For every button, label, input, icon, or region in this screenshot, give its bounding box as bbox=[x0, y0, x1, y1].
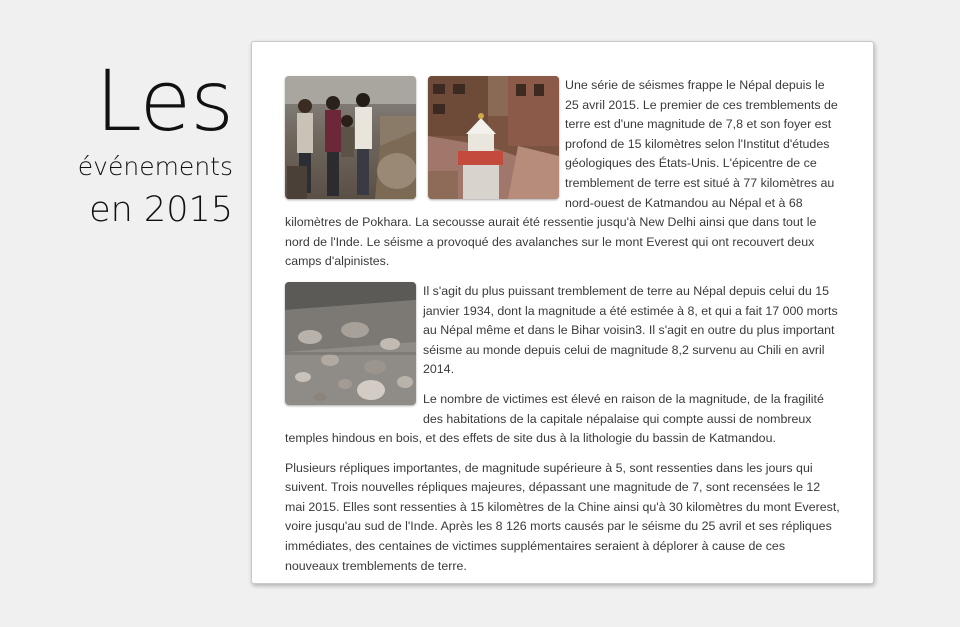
page-title-line1: Les bbox=[95, 52, 233, 151]
page-title-line2: événements bbox=[77, 152, 233, 182]
article-card bbox=[251, 41, 874, 584]
article-paragraph: Il s'agit du plus puissant tremblement de terre au Népal depuis celui du 15 janvier 1934, dont la magnitude a été estimée à 8, et qui a fait 17 000 morts au Népal même et dans le Bihar voisin3. Il s'agit en outre du plus important séisme au monde depuis celui de magnitude 8,2 survenu au Chili en avril 2014. bbox=[423, 283, 838, 377]
article-body bbox=[285, 76, 841, 576]
article-paragraph: Le nombre de victimes est élevé en raison de la magnitude, de la fragilité des habitations de la capitale népalaise qui compte aussi de nombreux temples hindous en bois, et des effets de site dus à la lithologie du bassin de Katmandou. bbox=[285, 391, 824, 446]
page-title-line3: en 2015 bbox=[89, 189, 233, 230]
rockslide-rubble-photo bbox=[285, 282, 416, 405]
page-title bbox=[77, 52, 233, 230]
collapsed-temple-photo bbox=[428, 76, 559, 199]
earthquake-rescue-photo bbox=[285, 76, 416, 199]
article-paragraph: Plusieurs répliques importantes, de magnitude supérieure à 5, sont ressenties dans les jours qui suivent. Trois nouvelles répliques majeures, dépassant une magnitude de 7, sont recensées le 12 mai 2015. Elles sont ressenties à 15 kilomètres de la Chine ainsi qu'à 30 kilomètres du mont Everest, voire jusqu'au sud de l'Inde. Après les 8 126 morts causés par le séisme du 25 avril et ses répliques immédiates, des centaines de victimes supplémentaires seraient à déplorer à cause de ces nouveaux tremblements de terre. bbox=[285, 460, 840, 573]
article-paragraph: Une série de séismes frappe le Népal depuis le 25 avril 2015. Le premier de ces tremblements de terre est d'une magnitude de 7,8 et son foyer est profond de 15 kilomètres selon l'Institut d'études géologiques des États-Unis. L'épicentre de ce tremblement de terre est situé à 77 kilomètres au nord-ouest de Katmandou au Népal et à 68 kilomètres de Pokhara. La secousse aurait été ressentie jusqu'à New Delhi ainsi que dans tout le nord de l'Inde. Le séisme a provoqué des avalanches sur le mont Everest qui ont recouvert deux camps d'alpinistes. bbox=[285, 78, 838, 269]
